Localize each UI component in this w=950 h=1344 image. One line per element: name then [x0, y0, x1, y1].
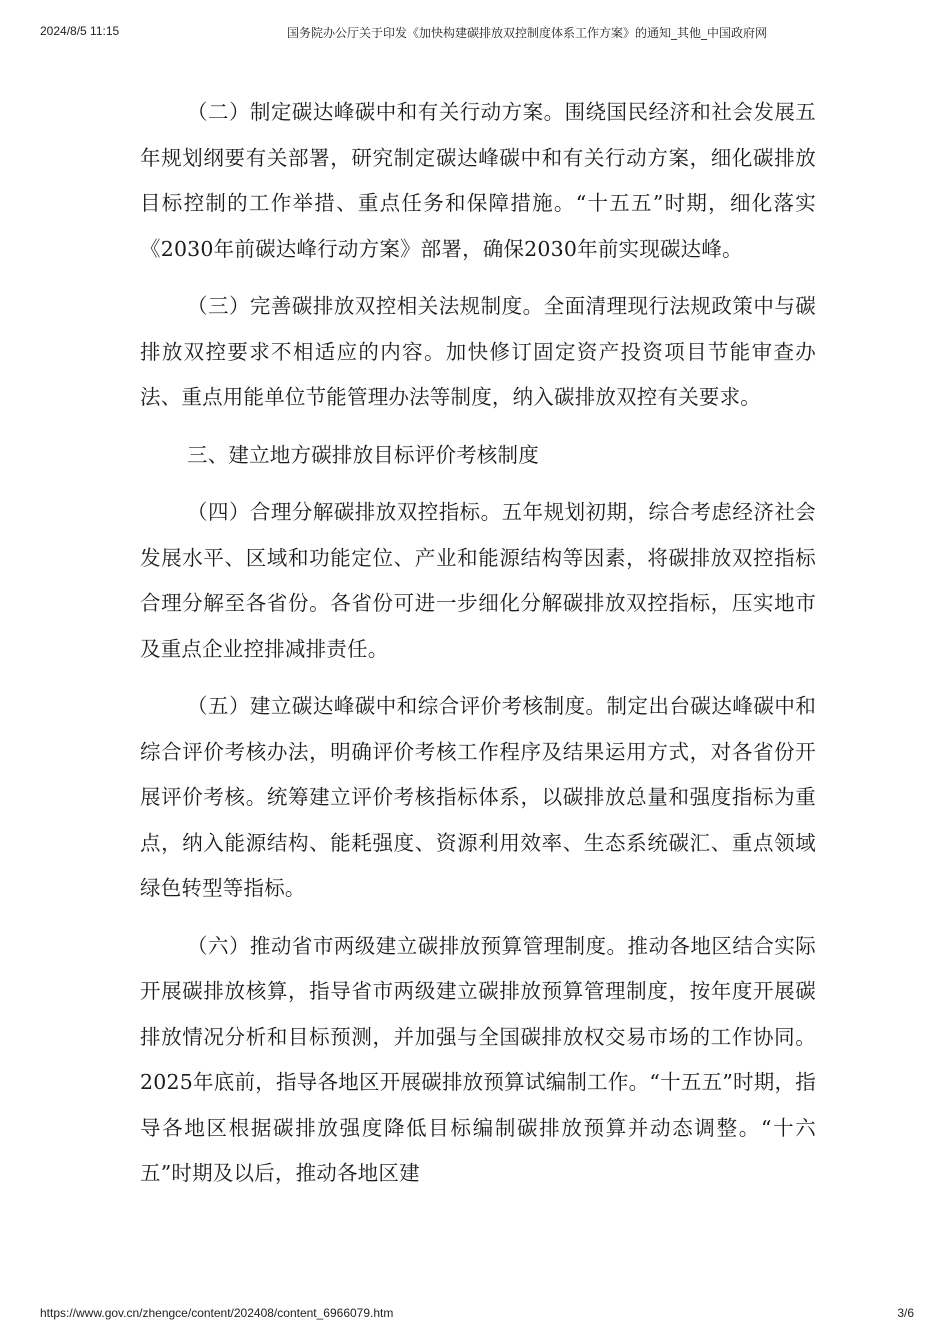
paragraph-2 — [140, 90, 816, 272]
paragraph-lead: （四）合理分解碳排放双控指标。 — [187, 500, 502, 524]
paragraph-text: 围绕国民经济和社会发展五年规划纲要有关部署，研究制定碳达峰碳中和有关行动方案，细化碳排放目标控制的工作举措、重点任务和保障措施。“十五五”时期，细化落实《2030年前碳达峰行动方案》部署，确保2030年前实现碳达峰。 — [140, 100, 816, 261]
section-heading: 三、建立地方碳排放目标评价考核制度 — [187, 442, 539, 467]
paragraph-lead: （六）推动省市两级建立碳排放预算管理制度。 — [187, 933, 628, 958]
page-url: https://www.gov.cn/zhengce/content/202408/content_6966079.htm — [40, 1306, 394, 1320]
paragraph-3 — [140, 284, 816, 421]
paragraph-5 — [140, 684, 816, 912]
paragraph-text: 五年规划初期，综合考虑经济社会发展水平、区域和功能定位、产业和能源结构等因素，将碳排放双控指标合理分解至各省份。各省份可进一步细化分解碳排放双控指标，压实地市及重点企业控排减排责任。 — [140, 500, 817, 661]
paragraph-lead: （三）完善碳排放双控相关法规制度。 — [187, 294, 544, 318]
paragraph-6 — [140, 924, 816, 1197]
page-number: 3/6 — [897, 1306, 914, 1320]
print-datetime: 2024/8/5 11:15 — [40, 24, 120, 38]
paragraph-lead: （五）建立碳达峰碳中和综合评价考核制度。 — [187, 694, 607, 718]
paragraph-text: 制定出台碳达峰碳中和综合评价考核办法，明确评价考核工作程序及结果运用方式，对各省份开展评价考核。统筹建立评价考核指标体系，以碳排放总量和强度指标为重点，纳入能源结构、能耗强度、资源利用效率、生态系统碳汇、重点领域绿色转型等指标。 — [140, 694, 817, 900]
paragraph-text: 推动各地区结合实际开展碳排放核算，指导省市两级建立碳排放预算管理制度，按年度开展碳排放情况分析和目标预测，并加强与全国碳排放权交易市场的工作协同。2025年底前，指导各地区开展碳排放预算试编制工作。“十五五”时期，指导各地区根据碳排放强度降低目标编制碳排放预算并动态调整。“十六五”时期及以后，推动各地区建 — [140, 933, 816, 1185]
paragraph-4 — [140, 490, 816, 672]
document-body — [140, 90, 816, 1209]
paragraph-text: 全面清理现行法规政策中与碳排放双控要求不相适应的内容。加快修订固定资产投资项目节能审查办法、重点用能单位节能管理办法等制度，纳入碳排放双控有关要求。 — [140, 294, 816, 409]
paragraph-lead: （二）制定碳达峰碳中和有关行动方案。 — [187, 100, 565, 124]
document-title: 国务院办公厅关于印发《加快构建碳排放双控制度体系工作方案》的通知_其他_中国政府网 — [287, 26, 768, 40]
